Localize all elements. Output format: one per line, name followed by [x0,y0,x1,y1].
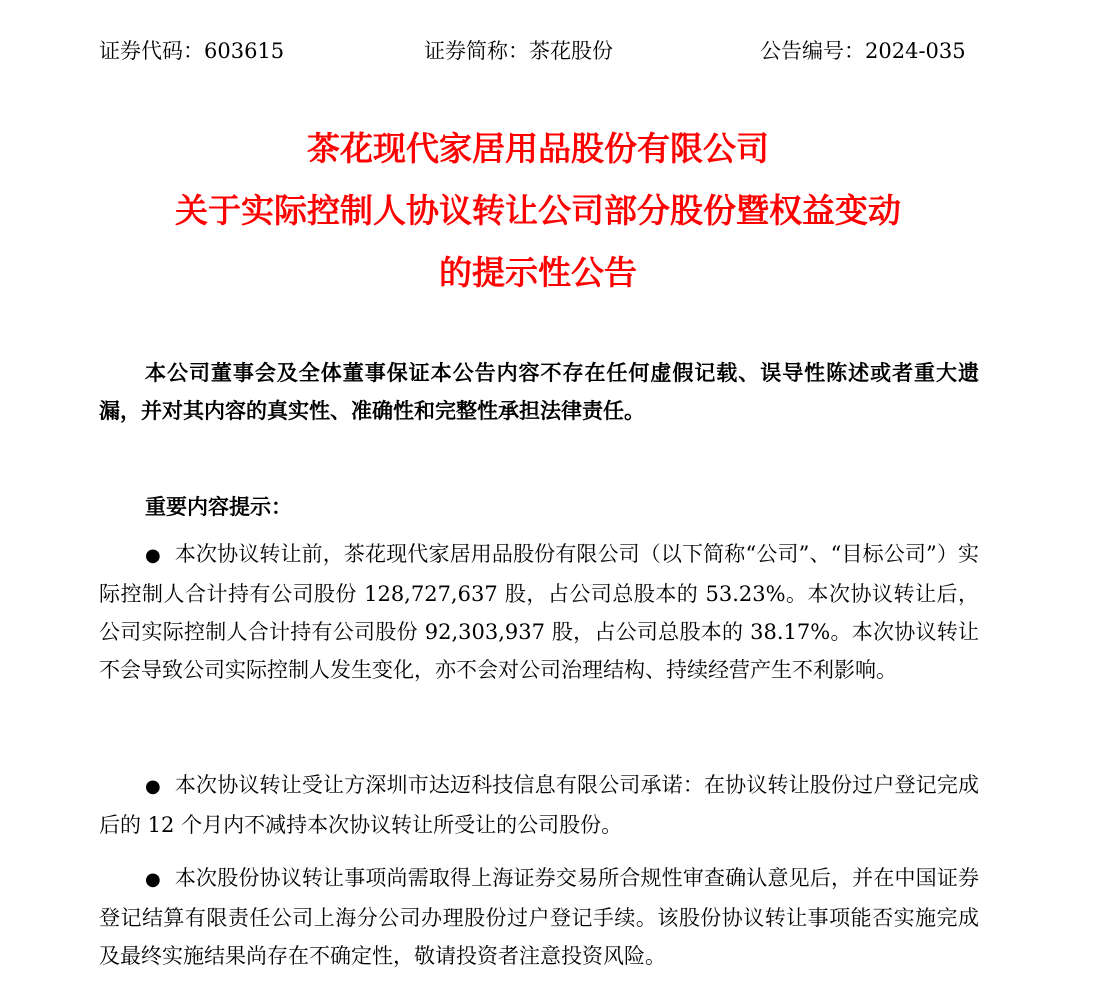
bullet-text: 本次股份协议转让事项尚需取得上海证券交易所合规性审查确认意见后，并在中国证券登记结算有限责任公司上海分公司办理股份过户登记手续。该股份协议转让事项能否实施完成及最终实施结果尚存在不确定性，敬请投资者注意投资风险。 [99,866,979,968]
title-line-type: 的提示性公告 [439,253,637,292]
bullet-icon: ● [145,776,161,797]
section-heading: 重要内容提示： [145,494,292,519]
bullet-icon: ● [145,869,161,890]
announcement-title [0,118,1096,304]
board-disclaimer: 本公司董事会及全体董事保证本公告内容不存在任何虚假记载、误导性陈述或者重大遗漏，并对其内容的真实性、准确性和完整性承担法律责任。 [99,360,979,423]
bullet-item [99,535,979,689]
bullet-item [99,859,979,975]
title-line-company: 茶花现代家居用品股份有限公司 [307,129,769,168]
title-line-subject: 关于实际控制人协议转让公司部分股份暨权益变动 [175,191,901,230]
bullet-text: 本次协议转让受让方深圳市达迈科技信息有限公司承诺：在协议转让股份过户登记完成后的 12 个月内不减持本次协议转让所受让的公司股份。 [99,773,979,837]
announcement-number: 公告编号：2024-035 [760,39,966,63]
announcement-header [0,34,1096,68]
bullet-text: 本次协议转让前，茶花现代家居用品股份有限公司（以下简称“公司”、“目标公司”）实际控制人合计持有公司股份 128,727,637 股，占公司总股本的 53.23%。本次协议转让后，公司实际控制人合计持有公司股份 92,303,937 股，占公司总股本的 38.17%。本次协议转让不会导致公司实际控制人发生变化，亦不会对公司治理结构、持续经营产生不利影响。 [99,542,979,682]
security-code: 证券代码：603615 [99,39,285,63]
bullet-item [99,766,979,844]
security-abbreviation: 证券简称：茶花股份 [424,39,613,63]
bullet-icon: ● [145,545,161,566]
